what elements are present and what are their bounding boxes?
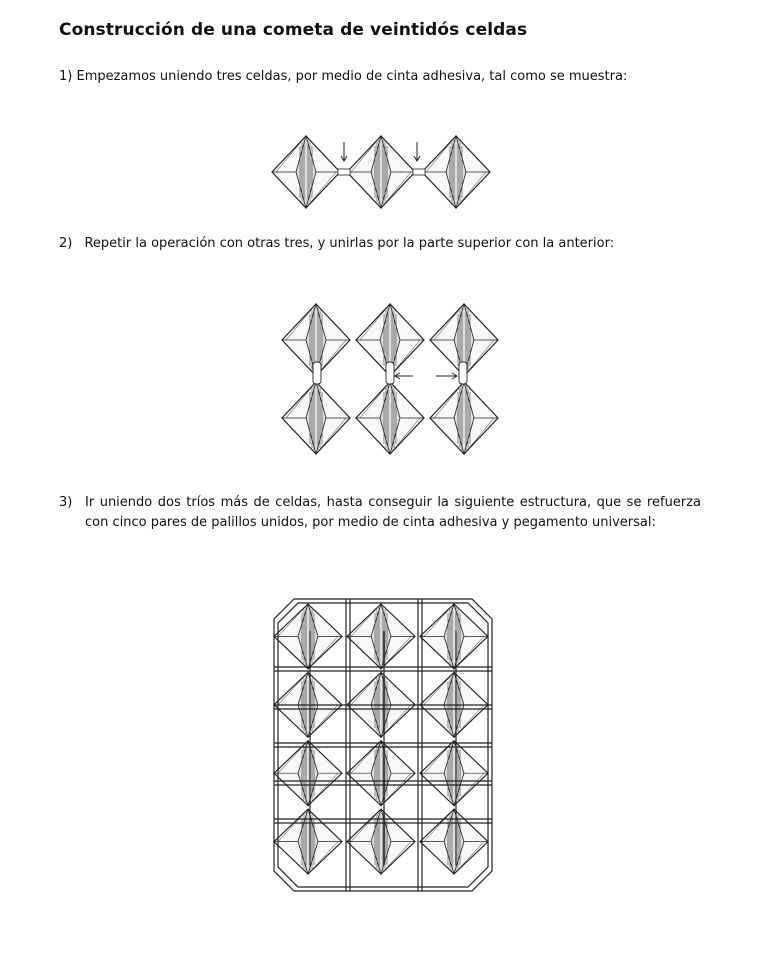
cell-1 — [272, 136, 340, 208]
tape-right — [459, 362, 467, 384]
tape-1 — [338, 169, 350, 175]
step-2-number: 2) — [59, 236, 73, 251]
cell-3 — [422, 136, 490, 208]
figure-kite-structure — [270, 595, 496, 895]
step-3-number: 3) — [59, 495, 73, 510]
step-1 — [59, 67, 627, 87]
step-2 — [59, 234, 614, 254]
cell-2 — [347, 136, 415, 208]
step-1-text: Empezamos uniendo tres celdas, por medio de cinta adhesiva, tal como se muestra: — [76, 69, 628, 84]
figure-two-rows — [278, 298, 502, 458]
page-title: Construcción de una cometa de veintidós celdas — [59, 20, 528, 40]
step-3 — [59, 493, 701, 533]
tape-middle — [386, 362, 394, 384]
tape-2 — [413, 169, 425, 175]
arrow-icon — [395, 373, 457, 379]
step-2-text: Repetir la operación con otras tres, y unirlas por la parte superior con la anterior: — [84, 236, 615, 251]
bottom-row — [282, 382, 498, 454]
step-3-text: Ir uniendo dos tríos más de celdas, hasta conseguir la siguiente estructura, que se refuerza con cinco pares de palillos unidos, por medio de cinta adhesiva y pegamento universal: — [85, 495, 701, 530]
tape-left — [313, 362, 321, 384]
step-1-number: 1) — [59, 69, 73, 84]
figure-three-cells — [270, 130, 492, 212]
